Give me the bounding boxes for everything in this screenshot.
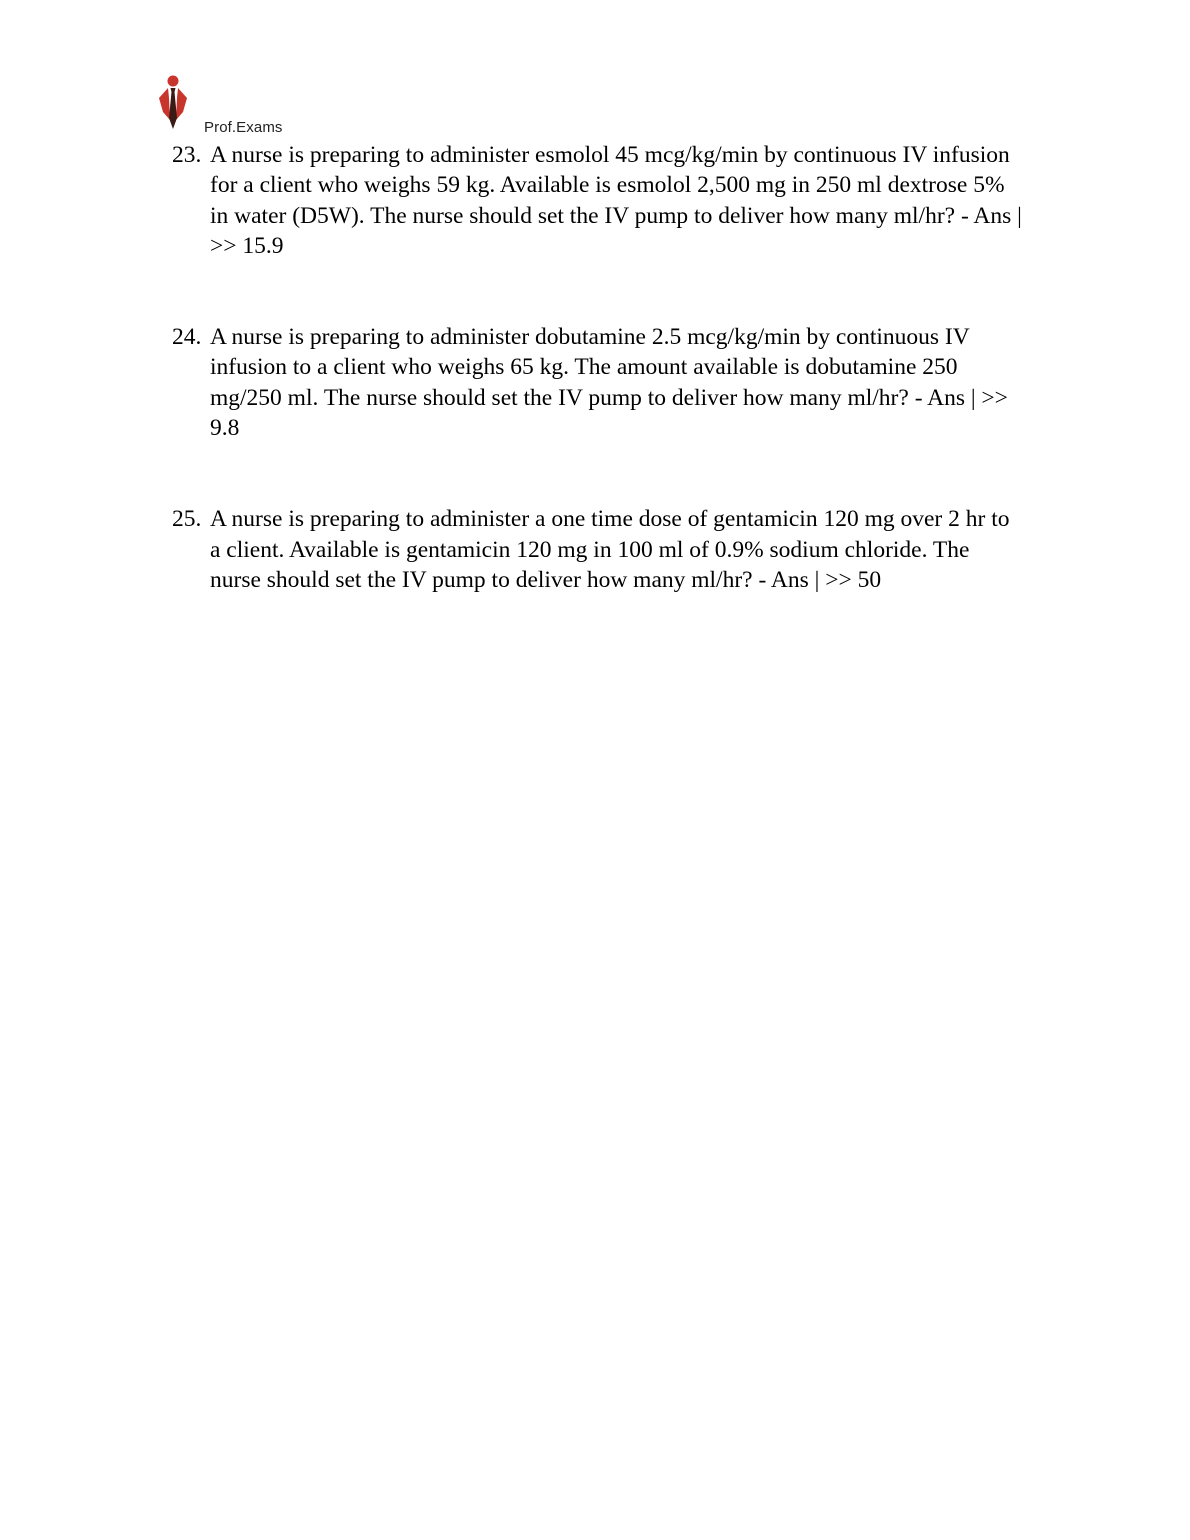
question-line: A nurse is preparing to administer a one time dose of gentamicin 120 mg over 2 hr to bbox=[210, 506, 1010, 533]
question-number: 24. bbox=[172, 324, 202, 351]
question-list bbox=[172, 140, 1052, 595]
question-line: mg/250 ml. The nurse should set the IV pump to deliver how many ml/hr? - Ans | >> bbox=[210, 384, 1008, 411]
question-25 bbox=[172, 504, 1052, 595]
question-line: a client. Available is gentamicin 120 mg in 100 ml of 0.9% sodium chloride. The bbox=[210, 536, 970, 563]
question-number: 25. bbox=[172, 506, 202, 533]
question-answer-line: >> 15.9 bbox=[210, 232, 284, 259]
question-line: for a client who weighs 59 kg. Available is esmolol 2,500 mg in 250 ml dextrose 5% bbox=[210, 172, 1005, 199]
question-24 bbox=[172, 322, 1052, 443]
question-line: A nurse is preparing to administer esmolol 45 mcg/kg/min by continuous IV infusion bbox=[210, 142, 1010, 168]
question-number: 23. bbox=[172, 142, 202, 168]
question-line: infusion to a client who weighs 65 kg. The amount available is dobutamine 250 bbox=[210, 354, 958, 381]
question-answer-line: nurse should set the IV pump to deliver how many ml/hr? - Ans | >> 50 bbox=[210, 566, 882, 593]
prof-exams-logo-icon bbox=[155, 74, 191, 130]
question-23 bbox=[172, 140, 1052, 261]
brand-name: Prof.Exams bbox=[204, 119, 283, 136]
question-line: in water (D5W). The nurse should set the IV pump to deliver how many ml/hr? - Ans | bbox=[210, 202, 1022, 229]
question-answer-line: 9.8 bbox=[210, 415, 240, 442]
question-line: A nurse is preparing to administer dobutamine 2.5 mcg/kg/min by continuous IV bbox=[210, 324, 970, 351]
